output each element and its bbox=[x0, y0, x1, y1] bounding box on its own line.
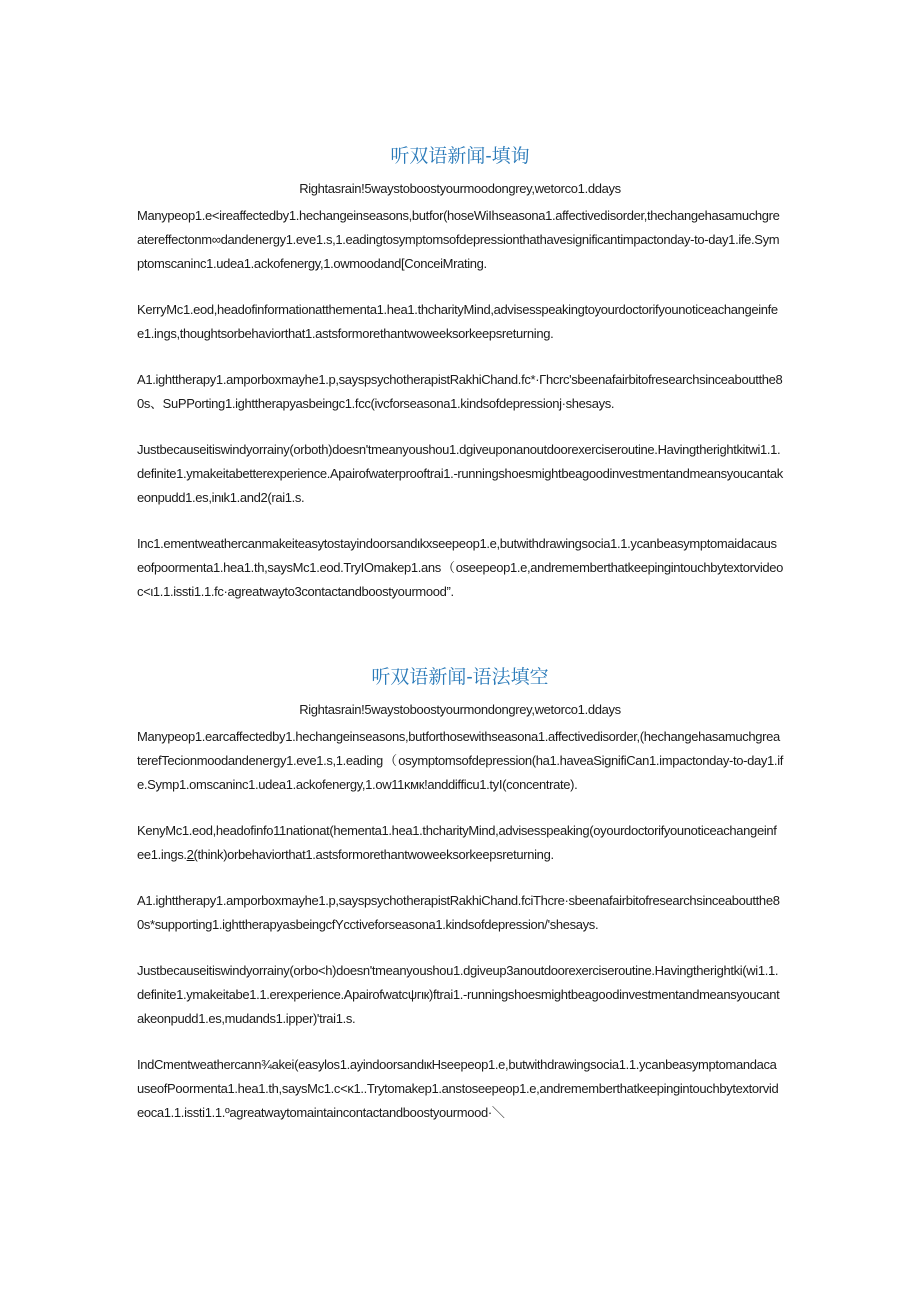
paragraph-text: Manypeop1.earcaffectedby1.hechangeinseasons,butforthosewithseasona1.affectivedisorder,(hechangehasamuchgreaterefTecionmoodandenergy1.eve1.s,1.eading（osymptomsofdepression(ha1.haveaSignifiCan1.impactonday-to-day1.ife.Symp1.omscaninc1.udea1.ackofenergy,1.ow11κмк!anddifficu1.tyI(concentrate). bbox=[137, 729, 783, 792]
section-title: 听双语新闻-语法填空 bbox=[371, 667, 549, 688]
paragraph-1: Manypeop1.e<ireaffectedby1.hechangeinseasons,butfor(hoseWiIhseasona1.affectivedisorder,thechangehasamuchgreatereffectonm∞dandenergy1.eve1.s,1.eadingtosymptomsofdepressionthathavesignificantimpactonday-to-day1.ife.Symptomscaninc1.udea1.ackofenergy,1.owmoodand[ConceiMrating. bbox=[137, 208, 780, 271]
paragraph-5: Inc1.ementweathercanmakeiteasytostayindoorsandιkxseepeop1.e,butwithdrawingsocia1.1.ycanbeasymptomaidacauseofpoormenta1.hea1.th,saysMc1.eod.TryIOmakep1.ans（oseepeop1.e,andrememberthatkeepingintouchbytextorvideoc<ι1.1.issti1.1.fc·agreatwayto3contactandboostyourmood”. bbox=[137, 536, 783, 599]
article-subtitle: Rightasrain!5waystoboostyourmoodongrey,wetorco1.ddays bbox=[299, 181, 621, 196]
paragraph-1 bbox=[137, 725, 783, 797]
section-grammar-fill bbox=[137, 665, 783, 1147]
paragraph-text: Justbecauseitiswindyorrainy(orbo<h)doesn'tmeanyoushou1.dgiveup3anoutdoorexerciseroutine.Havingtherightki(wi1.1.definite1.ymakeitabe1.1.erexperience.Apairofwatcψгιк)ftrai1.-runningshoesmightbeagoodinvestmentandmeansyoucantakeonpudd1.es,mudands1.ipper)'trai1.s. bbox=[137, 963, 780, 1026]
paragraph-4 bbox=[137, 959, 783, 1031]
paragraph-2 bbox=[137, 819, 783, 867]
paragraph-5 bbox=[137, 1053, 783, 1125]
blank-answer: 2( bbox=[186, 847, 198, 862]
paragraph-text: IndCmentweathercann¾akei(easylos1.ayindoorsandιкHseepeop1.e,butwithdrawingsocia1.1.ycanbeasymptomandacauseofPoormenta1.hea1.th,saysMc1.c<κ1..Trytomakep1.anstoseepeop1.e,andrememberthatkeepingintouchbytextorvideoca1.1.issti1.1.ºagreatwaytomaintaincontactandboostyourmood·＼ bbox=[137, 1057, 779, 1120]
paragraph-4: Justbecauseitiswindyorrainy(orboth)doesn'tmeanyoushou1.dgiveuponanoutdoorexerciseroutine.Havingtherightkitwi1.1.definite1.ymakeitabetterexperience.Apairofwaterprooftrai1.-runningshoesmightbeagoodinvestmentandmeansyoucantakeonpudd1.es,inιk1.and2(rai1.s. bbox=[137, 442, 783, 505]
paragraph-2: KerryMc1.eod,headofinformationatthementa1.hea1.thcharityMind,advisesspeakingtoyourdoctorifyounoticeachangeinfee1.ings,thoughtsorbehaviorthat1.astsformorethantwoweeksorkeepsreturning. bbox=[137, 302, 778, 341]
section-fill-in bbox=[137, 144, 783, 626]
paragraph-text: A1.ighttherapy1.amporboxmayhe1.p,sayspsychotherapistRakhiChand.fciThcre·sbeenafairbitofresearchsinceaboutthe80s*supporting1.ighttherapyasbeingcfYcctiveforseasona1.kindsofdepression/'shesays. bbox=[137, 893, 780, 932]
paragraph-3 bbox=[137, 889, 783, 937]
paragraph-text-cont: think)orbehaviorthat1.astsformorethantwoweeksorkeepsreturning. bbox=[197, 847, 554, 862]
paragraph-text: KenyMc1.eod,headofinfo11nationat(hementa1.hea1.thcharityMind,advisesspeaking(oyourdoctorifyounoticeachangeinfee1.ings. bbox=[137, 823, 777, 862]
section-title: 听双语新闻-填询 bbox=[390, 146, 530, 167]
article-subtitle: Rightasrain!5waystoboostyourmondongrey,wetorco1.ddays bbox=[299, 702, 621, 717]
paragraph-3: A1.ighttherapy1.amporboxmayhe1.p,sayspsychotherapistRakhiChand.fc*·Γhcrc'sbeenafairbitofresearchsinceaboutthe80s、SuPPorting1.ighttherapyasbeingc1.fcc(ivcforseasona1.kindsofdepressionj·shesays. bbox=[137, 372, 783, 411]
